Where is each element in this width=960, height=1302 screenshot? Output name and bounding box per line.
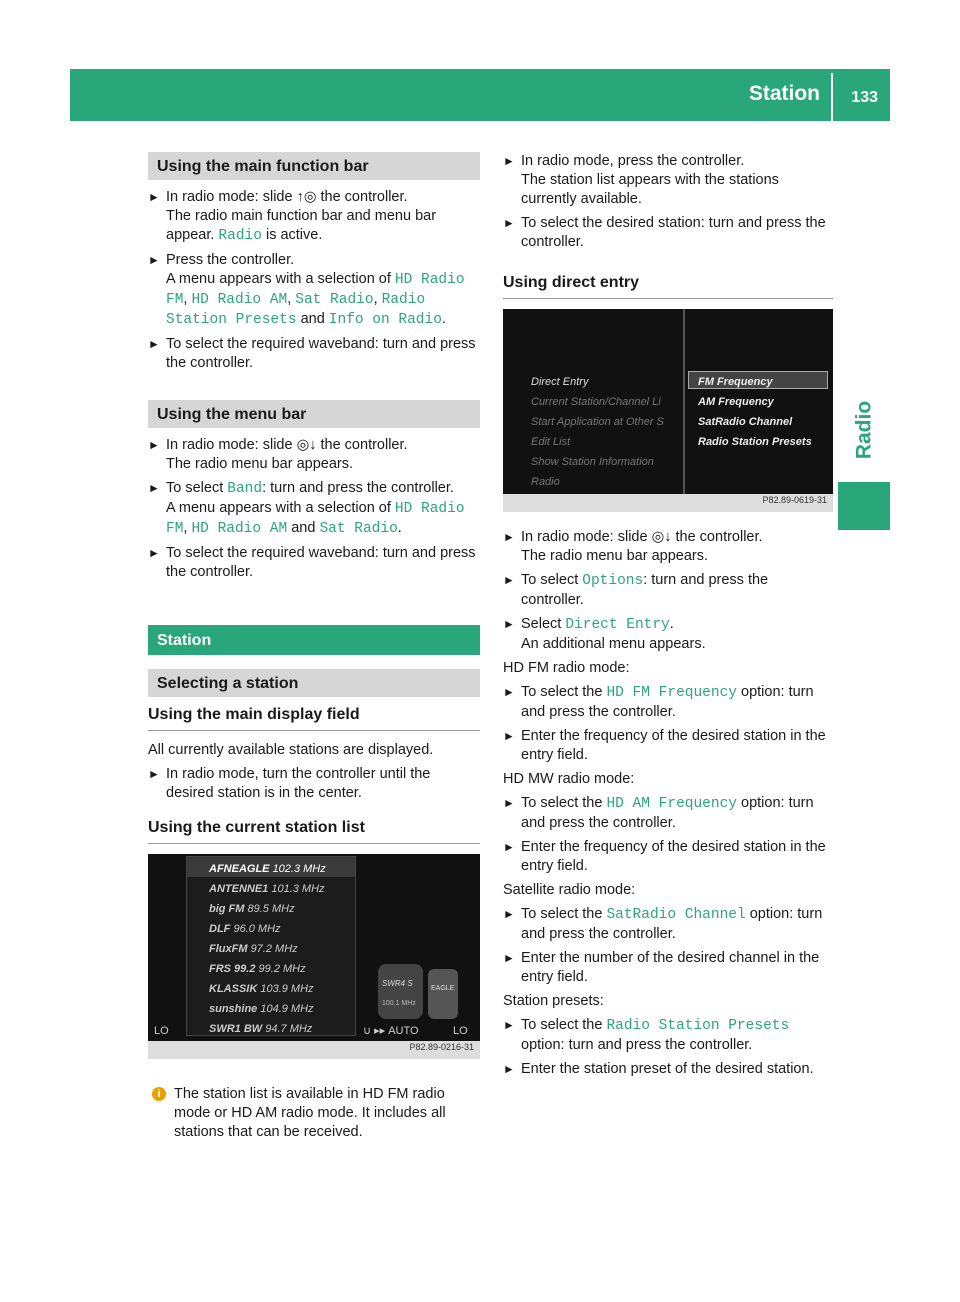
menu-item-info-on-radio: Info on Radio: [328, 312, 442, 328]
step-text: In radio mode: slide ◎↓ the controller.: [166, 437, 408, 453]
heading-direct-entry: Using direct entry: [503, 273, 833, 299]
station-name: AFNEAGLE: [209, 863, 273, 875]
step-text: option: turn and press the controller.: [521, 906, 823, 942]
heading-selecting-station: Selecting a station: [148, 669, 480, 697]
station-frequency: 102.3 MHz: [272, 863, 326, 875]
step-text: To select the required waveband: turn and press the controller.: [166, 545, 476, 580]
menu-item-sat-radio: Sat Radio: [319, 521, 398, 537]
list-item: ► Select Direct Entry. An additional menu appears.: [503, 616, 706, 652]
direct-entry-screenshot: [503, 309, 833, 512]
station-frequency: 97.2 MHz: [250, 943, 298, 955]
step-text: : turn and press the controller.: [262, 480, 454, 496]
step-text: To select the desired station: turn and press the controller.: [521, 215, 826, 250]
result-text: The radio main function bar and menu bar appear.: [166, 208, 437, 243]
list-item: [503, 949, 833, 987]
arrow-icon: ►: [503, 907, 515, 921]
station-row[interactable]: [187, 937, 355, 957]
station-frequency: 94.7 MHz: [265, 1023, 313, 1035]
step-text: Enter the station preset of the desired station.: [521, 1061, 814, 1077]
list-item: [148, 544, 480, 582]
step-text: option: turn and press the controller.: [521, 684, 814, 720]
result-text: The radio menu bar appears.: [521, 548, 708, 564]
station-tile-freq: 100.1 MHz: [382, 1000, 416, 1007]
station-tile-name: EAGLE: [431, 985, 455, 992]
list-item: [503, 727, 833, 765]
station-frequency: 103.9 MHz: [260, 983, 314, 995]
list-item: [503, 683, 833, 722]
list-item: [503, 571, 833, 610]
arrow-icon: ►: [148, 481, 160, 495]
step-text: To select: [166, 480, 224, 496]
menu-item-radio-station-presets: Radio Station Presets: [606, 1018, 790, 1034]
arrow-icon: ►: [148, 546, 160, 560]
menu-item-hd-radio-fm: HD Radio FM: [166, 272, 465, 308]
station-tile: [378, 964, 423, 1019]
step-text: In radio mode: slide ◎↓ the controller.: [521, 529, 763, 545]
result-text: The station list appears with the stations currently available.: [521, 172, 779, 207]
menu-item[interactable]: Direct Entry: [531, 376, 589, 388]
image-caption: P82.89-0216-31: [409, 1042, 474, 1052]
menu-item[interactable]: Edit List: [531, 436, 571, 448]
mode-label: HD MW radio mode:: [503, 771, 635, 787]
station-name: SWR1 BW: [209, 1023, 266, 1035]
menu-item-hd-radio-am: HD Radio AM: [191, 292, 288, 308]
station-frequency: 89.5 MHz: [247, 903, 295, 915]
mode-label: Station presets:: [503, 993, 604, 1009]
arrow-icon: ►: [503, 1018, 515, 1032]
menu-item[interactable]: Radio Station Presets: [698, 436, 812, 448]
menu-item-satradio-channel: SatRadio Channel: [606, 907, 746, 923]
arrow-icon: ►: [503, 617, 515, 631]
heading-main-function-bar: Using the main function bar: [148, 152, 480, 180]
station-name: ANTENNE1: [209, 883, 272, 895]
station-list-panel: [186, 856, 356, 1036]
menu-item[interactable]: Current Station/Channel Li: [531, 396, 661, 408]
list-item: [503, 794, 833, 833]
chapter-tab-label: Radio: [852, 400, 876, 460]
info-icon: i: [152, 1087, 166, 1101]
step-text: To select the: [521, 1017, 603, 1033]
step-text: In radio mode, press the controller.: [521, 153, 745, 169]
step-text: Enter the frequency of the desired station in the entry field.: [521, 728, 826, 763]
list-item: [503, 214, 833, 252]
step-text: Enter the number of the desired channel in the entry field.: [521, 950, 820, 985]
step-text: To select: [521, 572, 579, 588]
heading-current-station-list: Using the current station list: [148, 818, 480, 844]
step-text: To select the: [521, 906, 603, 922]
chapter-marker: [838, 482, 890, 530]
arrow-icon: ►: [503, 530, 515, 544]
station-name: sunshine: [209, 1003, 261, 1015]
step-text: option: turn and press the controller.: [521, 795, 814, 831]
station-name: FRS 99.2: [209, 963, 259, 975]
info-note: [148, 1085, 480, 1142]
divider: [683, 309, 685, 494]
menu-item-hd-fm-frequency: HD FM Frequency: [606, 685, 737, 701]
arrow-icon: ►: [503, 1062, 515, 1076]
station-tile: [428, 969, 458, 1019]
result-text: A menu appears with a selection of: [166, 271, 391, 287]
station-row[interactable]: [187, 957, 355, 977]
heading-menu-bar: Using the menu bar: [148, 400, 480, 428]
step-text: option: turn and press the controller.: [521, 1037, 753, 1053]
station-frequency: 96.0 MHz: [233, 923, 281, 935]
menu-item-hd-radio-am: HD Radio AM: [191, 521, 288, 537]
arrow-icon: ►: [148, 190, 160, 204]
step-text: To select the required waveband: turn and press the controller.: [166, 336, 476, 371]
station-row[interactable]: [187, 977, 355, 997]
station-frequency: 99.2 MHz: [258, 963, 306, 975]
arrow-icon: ►: [503, 729, 515, 743]
list-item: [503, 152, 833, 209]
lo-label: LO: [453, 1025, 468, 1037]
arrow-icon: ►: [503, 796, 515, 810]
page-number: 133: [851, 89, 878, 106]
station-row[interactable]: [187, 917, 355, 937]
chapter-tab: [838, 380, 890, 480]
arrow-icon: ►: [503, 685, 515, 699]
right-column: [503, 152, 833, 1084]
menu-item-band: Band: [227, 481, 263, 497]
list-item: [503, 528, 833, 566]
arrow-icon: ►: [148, 438, 160, 452]
mode-label: HD FM radio mode:: [503, 660, 630, 676]
station-name: big FM: [209, 903, 248, 915]
list-item: ► To select Band: turn and press the controller. A menu appears with a selection of HD Radio FM, HD Radio AM and Sat Radio.: [148, 480, 465, 537]
step-text: In radio mode, turn the controller until the desired station is in the center.: [166, 766, 431, 801]
conjunction-text: and: [300, 311, 325, 327]
list-item: [503, 838, 833, 876]
menu-item-options: Options: [582, 573, 644, 589]
result-text: The radio menu bar appears.: [166, 456, 353, 472]
step-text: In radio mode: slide ↑◎ the controller.: [166, 189, 408, 205]
station-row[interactable]: [187, 897, 355, 917]
arrow-icon: ►: [148, 767, 160, 781]
menu-item-sat-radio: Sat Radio: [295, 292, 374, 308]
conjunction-text: and: [291, 520, 316, 536]
station-row[interactable]: [187, 857, 355, 877]
note-text: The station list is available in HD FM radio mode or HD AM radio mode. It includes all stations that can be received.: [174, 1086, 446, 1140]
menu-item-hd-am-frequency: HD AM Frequency: [606, 796, 737, 812]
arrow-icon: ►: [503, 840, 515, 854]
list-item: [503, 1016, 833, 1055]
step-text: To select the: [521, 684, 603, 700]
section-title: Station: [748, 82, 820, 105]
step-text: Press the controller.: [166, 252, 295, 268]
step-text: To select the: [521, 795, 603, 811]
menu-item[interactable]: Start Application at Other S: [531, 416, 664, 428]
image-caption: P82.89-0619-31: [762, 495, 827, 505]
station-name: KLASSIK: [209, 983, 261, 995]
list-item: [148, 335, 480, 373]
step-text: : turn and press the controller.: [521, 572, 769, 608]
menu-item-direct-entry: Direct Entry: [565, 617, 670, 633]
page-header: [70, 69, 890, 121]
list-item: [503, 905, 833, 944]
auto-indicator: ∪ ▸▸ AUTO: [363, 1025, 419, 1037]
auto-label: AUTO: [388, 1025, 419, 1037]
menu-item-hd-radio-fm: HD Radio FM: [166, 501, 465, 537]
heading-station: Station: [148, 625, 480, 655]
menu-item[interactable]: Show Station Information: [531, 456, 654, 468]
station-row[interactable]: [187, 997, 355, 1017]
result-text: An additional menu appears.: [521, 636, 706, 652]
menu-item-radio-station-presets: Radio Station Presets: [166, 292, 426, 328]
mode-label: Satellite radio mode:: [503, 882, 636, 898]
menu-item-radio: Radio: [218, 228, 262, 244]
arrow-icon: ►: [503, 154, 515, 168]
station-row[interactable]: [187, 1017, 355, 1037]
list-item: [148, 765, 480, 803]
paragraph: All currently available stations are displayed.: [148, 742, 434, 758]
station-row[interactable]: [187, 877, 355, 897]
arrow-icon: ►: [503, 951, 515, 965]
menu-item[interactable]: FM Frequency: [698, 376, 773, 388]
heading-main-display-field: Using the main display field: [148, 705, 480, 731]
station-name: DLF: [209, 923, 234, 935]
result-text: is active.: [265, 227, 323, 243]
arrow-icon: ►: [148, 253, 160, 267]
result-text: A menu appears with a selection of: [166, 500, 391, 516]
step-text: Select: [521, 616, 562, 632]
arrow-icon: ►: [503, 216, 515, 230]
menu-item[interactable]: Radio: [531, 476, 560, 488]
station-tile-name: SWR4 S: [382, 979, 413, 988]
header-divider: [831, 73, 833, 121]
list-item: [503, 1060, 833, 1079]
list-item: [148, 188, 480, 246]
step-text: Enter the frequency of the desired station in the entry field.: [521, 839, 826, 874]
list-item: [148, 436, 480, 474]
arrow-icon: ►: [503, 573, 515, 587]
menu-item[interactable]: SatRadio Channel: [698, 416, 793, 428]
list-item: ► Press the controller. A menu appears with a selection of HD Radio FM, HD Radio AM, Sat Radio, Radio Station Presets and Info on Radio.: [148, 252, 465, 328]
station-name: FluxFM: [209, 943, 251, 955]
station-list-screenshot: [148, 854, 480, 1059]
station-frequency: 104.9 MHz: [260, 1003, 314, 1015]
menu-item[interactable]: AM Frequency: [698, 396, 774, 408]
left-column: [148, 152, 480, 1142]
arrow-icon: ►: [148, 337, 160, 351]
lo-label: LO: [154, 1025, 169, 1037]
station-frequency: 101.3 MHz: [271, 883, 325, 895]
